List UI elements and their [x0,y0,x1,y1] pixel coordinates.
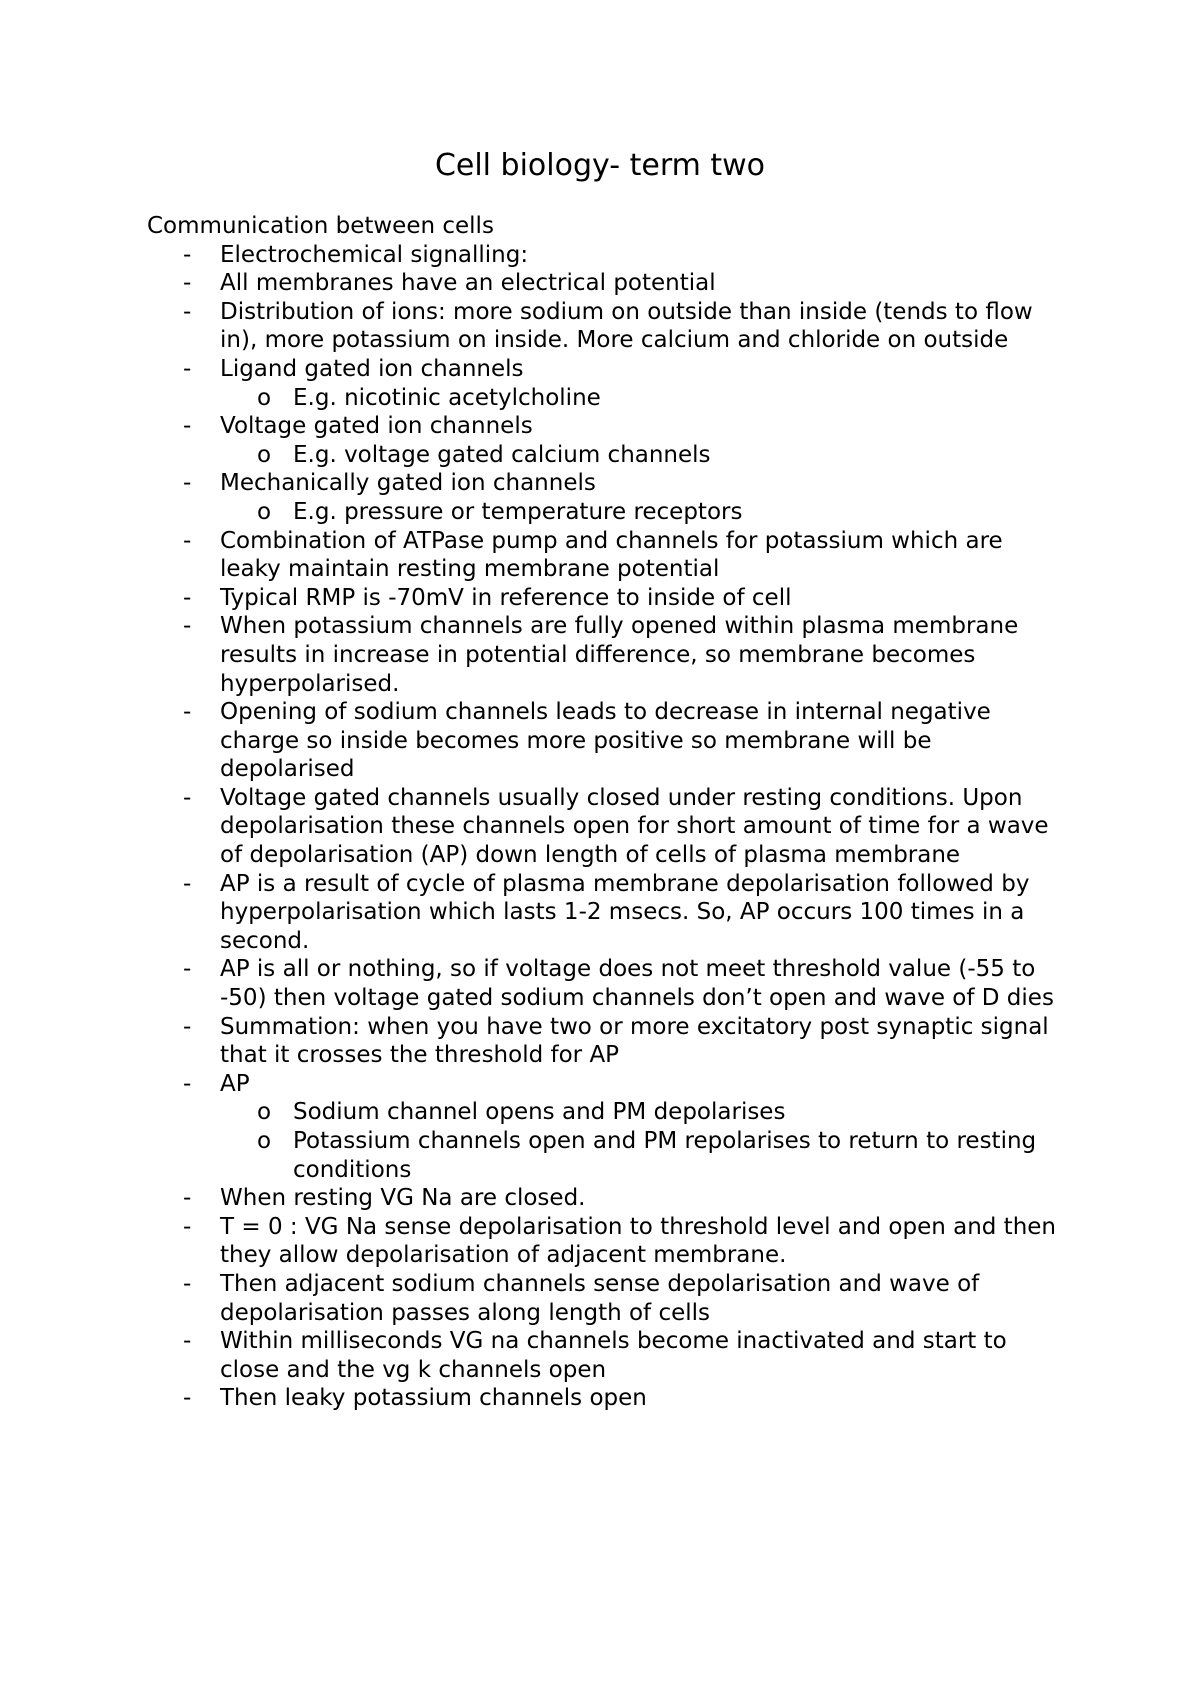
list-item-text: Mechanically gated ion channels [220,470,596,497]
list-item [147,1013,1067,1070]
bullet-dash-icon: - [183,1013,192,1040]
list-item [147,269,1067,298]
bullet-circle-icon: o [257,384,272,411]
list-item-text: All membranes have an electrical potential [220,270,716,297]
list-item-text: AP is a result of cycle of plasma membrane depolarisation followed by hyperpolarisation which lasts 1-2 msecs. So, AP occurs 100 times in a second. [220,870,1030,954]
section-heading: Communication between cells [147,213,494,239]
sub-list-item [220,498,1067,527]
bullet-dash-icon: - [183,298,192,325]
list-item-text: Distribution of ions: more sodium on outside than inside (tends to flow in), more potassium on inside. More calcium and chloride on outside [220,298,1033,354]
list-item-text: Summation: when you have two or more excitatory post synaptic signal that it crosses the threshold for AP [220,1013,1049,1069]
list-item-text: Then adjacent sodium channels sense depolarisation and wave of depolarisation passes along length of cells [220,1270,980,1326]
bullet-dash-icon: - [183,1185,192,1212]
bullet-dash-icon: - [183,1328,192,1355]
list-item [147,612,1067,698]
list-item [147,241,1067,270]
sub-list-item-text: Sodium channel opens and PM depolarises [293,1099,786,1126]
list-item [147,412,1067,469]
list-item-text: Electrochemical signalling: [220,241,529,268]
bullet-circle-icon: o [257,1128,272,1154]
list-item [147,1384,1067,1413]
list-item-text: Opening of sodium channels leads to decrease in internal negative charge so inside becomes more positive so membrane will be depolarised [220,699,991,783]
sub-list-item-text: E.g. voltage gated calcium channels [293,441,711,468]
bullet-dash-icon: - [183,584,192,611]
bullet-circle-icon: o [257,498,272,525]
list-item-text: Typical RMP is -70mV in reference to inside of cell [220,584,792,611]
list-item-text: AP is all or nothing, so if voltage does not meet threshold value (-55 to -50) then voltage gated sodium channels don’t open and wave of D dies [220,956,1054,1012]
bullet-dash-icon: - [183,613,192,640]
list-item [147,870,1067,956]
bullet-list [147,241,1067,1413]
sub-list-item-text: Potassium channels open and PM repolarises to return to resting conditions [293,1128,1037,1183]
list-item [147,355,1067,412]
sub-list [220,1098,1067,1184]
list-item-text: Voltage gated ion channels [220,413,533,440]
bullet-dash-icon: - [183,527,192,554]
bullet-dash-icon: - [183,784,192,811]
list-item-text: When resting VG Na are closed. [220,1185,586,1212]
document-body [147,212,1067,1413]
list-item-text: When potassium channels are fully opened within plasma membrane results in increase in potential difference, so membrane becomes hyperpolarised. [220,613,1019,697]
bullet-circle-icon: o [257,441,272,468]
bullet-dash-icon: - [183,1385,192,1412]
bullet-dash-icon: - [183,241,192,268]
sub-list-item-text: E.g. pressure or temperature receptors [293,498,743,525]
list-item [147,1184,1067,1213]
sub-list-item-text: E.g. nicotinic acetylcholine [293,384,601,411]
list-item-text: Combination of ATPase pump and channels for potassium which are leaky maintain resting membrane potential [220,527,1003,583]
sub-list-item [220,441,1067,470]
sub-list [220,441,1067,470]
bullet-dash-icon: - [183,1070,192,1097]
list-item [147,584,1067,613]
bullet-dash-icon: - [183,270,192,297]
list-item [147,955,1067,1012]
sub-list-item [220,1098,1067,1127]
bullet-dash-icon: - [183,870,192,897]
list-item [147,1213,1067,1270]
bullet-dash-icon: - [183,956,192,983]
bullet-dash-icon: - [183,355,192,382]
sub-list [220,498,1067,527]
sub-list-item [220,1127,1067,1184]
list-item [147,698,1067,784]
list-item [147,1070,1067,1184]
list-item [147,1270,1067,1327]
list-item [147,527,1067,584]
bullet-dash-icon: - [183,1270,192,1297]
list-item [147,298,1067,355]
bullet-dash-icon: - [183,470,192,497]
sub-list [220,384,1067,413]
bullet-dash-icon: - [183,699,192,726]
bullet-dash-icon: - [183,1213,192,1240]
list-item-text: AP [220,1070,250,1097]
list-item [147,469,1067,526]
list-item [147,784,1067,870]
list-item [147,1327,1067,1384]
list-item-text: Ligand gated ion channels [220,355,524,382]
bullet-dash-icon: - [183,413,192,440]
list-item-text: Then leaky potassium channels open [220,1385,647,1412]
page-title: Cell biology- term two [434,148,766,183]
sub-list-item [220,384,1067,413]
bullet-circle-icon: o [257,1099,272,1126]
list-item-text: T = 0 : VG Na sense depolarisation to threshold level and open and then they allow depolarisation of adjacent membrane. [220,1213,1057,1269]
list-item-text: Voltage gated channels usually closed under resting conditions. Upon depolarisation these channels open for short amount of time for a wave of depolarisation (AP) down length of cells of plasma membrane [220,784,1049,869]
list-item-text: Within milliseconds VG na channels become inactivated and start to close and the vg k channels open [220,1328,1007,1383]
